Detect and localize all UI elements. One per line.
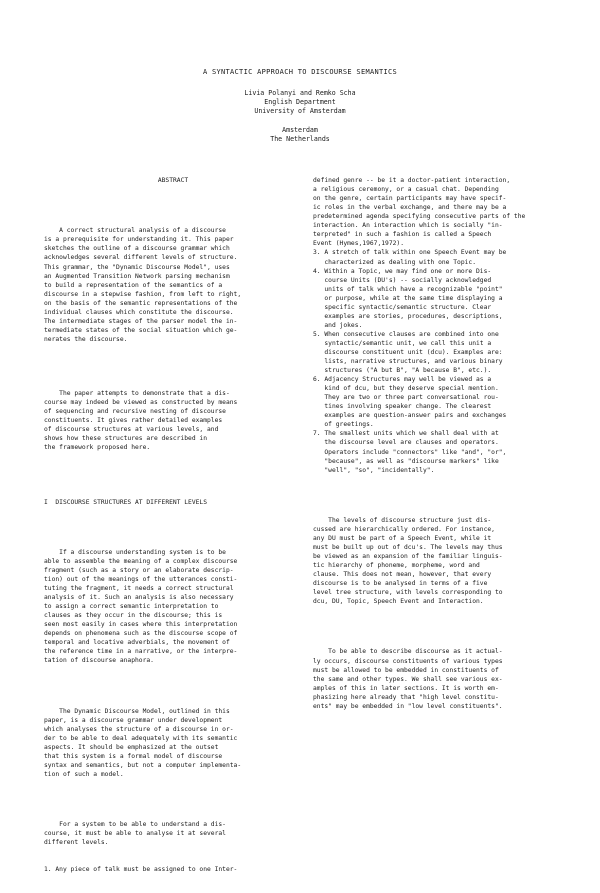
text-line: This grammar, the "Dynamic Discourse Model", uses xyxy=(44,263,230,271)
text-line: The Dynamic Discourse Model, outlined in this xyxy=(44,707,230,715)
text-line: tion of such a model. xyxy=(44,771,124,778)
text-line: course Units (DU's) -- socially acknowledged xyxy=(313,276,492,284)
text-line: examples are question-answer pairs and exchanges xyxy=(313,412,507,420)
text-line: syntax and semantics, but not a computer implementa- xyxy=(44,761,242,769)
text-line: clauses as they occur in the discourse; this is xyxy=(44,612,223,620)
text-line: discourse is to be analysed in terms of a five xyxy=(313,580,488,588)
text-line: to assign a correct semantic interpretation to xyxy=(44,603,219,611)
text-line: acknowledges several different levels of structure. xyxy=(44,254,238,262)
text-line: lists, narrative structures, and various binary xyxy=(313,358,503,366)
section-1-item-1: 1. Any piece of talk must be assigned to one Inter- xyxy=(44,866,238,874)
text-line: A correct structural analysis of a discourse xyxy=(44,227,226,235)
text-line: The intermediate stages of the parser model the in- xyxy=(44,317,238,325)
text-line: termediate states of the social situation which ge- xyxy=(44,326,238,334)
text-line: der to be able to deal adequately with its semantic xyxy=(44,734,238,742)
text-line: syntactic/semantic unit, we call this unit a xyxy=(313,339,492,347)
abstract-paragraph-1 xyxy=(44,226,302,344)
text-line: must be allowed to be embedded in constituents of xyxy=(313,666,499,674)
text-line: individual clauses which constitute the discourse. xyxy=(44,308,234,316)
text-line: interaction. An interaction which is socially "in- xyxy=(313,222,503,230)
text-line: shows how these structures are described in xyxy=(44,435,208,443)
text-line: specific syntactic/semantic structure. Clear xyxy=(313,303,492,311)
section-1-paragraph-2 xyxy=(44,707,302,779)
text-line: structures ("A but B", "A because B", etc.). xyxy=(313,367,492,375)
text-line: The levels of discourse structure just dis- xyxy=(313,516,492,524)
text-line: To be able to describe discourse as it actual- xyxy=(313,648,503,656)
section-1-paragraph-1 xyxy=(44,548,302,666)
text-line: course may indeed be viewed as constructed by means xyxy=(44,399,238,407)
text-line: "because", as well as "discourse markers" like xyxy=(313,457,499,465)
text-line: temporal and locative adverbials, the movement of xyxy=(44,639,230,647)
text-line: constituents. It gives rather detailed examples xyxy=(44,417,223,425)
text-line: kind of dcu, but they deserve special mention. xyxy=(313,385,499,393)
text-line: is a prerequisite for understanding it. This paper xyxy=(44,236,234,244)
text-line: tation of discourse anaphora. xyxy=(44,657,154,665)
text-line: tic hierarchy of phoneme, morpheme, word and xyxy=(313,562,480,570)
text-line: the same and other types. We shall see various ex- xyxy=(313,675,503,683)
text-line: seen most easily in cases where this interpretation xyxy=(44,621,238,629)
text-line: fragment (such as a story or an elaborate descrip- xyxy=(44,566,234,574)
text-line: discourse constituent unit (dcu). Examples are: xyxy=(313,348,503,356)
text-line: 4. Within a Topic, we may find one or more Dis- xyxy=(313,267,492,275)
text-line: a religious ceremony, or a casual chat. Depending xyxy=(313,186,499,194)
text-line: predetermined agenda specifying consecutive parts of the xyxy=(313,213,526,221)
text-line: sketches the outline of a discourse grammar which xyxy=(44,245,230,253)
text-line: terpreted" in such a fashion is called a Speech xyxy=(313,231,492,239)
author-names: Livia Polanyi and Remko Scha xyxy=(244,89,356,97)
levels-list xyxy=(313,176,575,475)
text-line: of discourse structures at various levels, and xyxy=(44,426,219,434)
author-university: University of Amsterdam xyxy=(254,107,346,115)
text-line: depends on phenomena such as the discourse scope of xyxy=(44,630,238,638)
text-line: They are two or three part conversational rou- xyxy=(313,394,499,402)
text-line: on the genre, certain participants may have specif- xyxy=(313,195,507,203)
text-line: dcu, DU, Topic, Speech Event and Interaction. xyxy=(313,598,484,606)
text-line: tuting the fragment, it needs a correct structural xyxy=(44,585,234,593)
text-line: 7. The smallest units which we shall deal with at xyxy=(313,430,499,438)
text-line: ents" may be embedded in "low level constituents". xyxy=(313,702,503,710)
text-line: aspects. It should be emphasized at the outset xyxy=(44,743,219,751)
text-line: that this system is a formal model of discourse xyxy=(44,752,223,760)
describe-paragraph xyxy=(313,647,575,710)
text-line: examples are stories, procedures, descriptions, xyxy=(313,312,503,320)
text-line: If a discourse understanding system is to be xyxy=(44,548,226,556)
text-line: characterized as dealing with one Topic. xyxy=(313,258,477,266)
text-line: clause. This does not mean, however, that every xyxy=(313,571,492,579)
text-line: an Augmented Transition Network parsing mechanism xyxy=(44,272,230,280)
abstract-heading: ABSTRACT xyxy=(157,177,189,185)
text-line: the reference time in a narrative, or the interpre- xyxy=(44,648,238,656)
abstract-paragraph-2 xyxy=(44,389,302,452)
author-city: Amsterdam xyxy=(282,126,318,134)
text-line: be viewed as an expansion of the familiar linguis- xyxy=(313,553,503,561)
text-line: amples of this in later sections. It is worth em- xyxy=(313,684,499,692)
text-line: to build a representation of the semantics of a xyxy=(44,281,223,289)
text-line: level tree structure, with levels corresponding to xyxy=(313,589,503,597)
text-line: Operators include "connectors" like "and", "or", xyxy=(313,448,507,456)
text-line: able to assemble the meaning of a complex discourse xyxy=(44,557,238,565)
text-line: the discourse level are clauses and operators. xyxy=(313,439,499,447)
author-country: The Netherlands xyxy=(270,135,330,143)
text-line: of greetings. xyxy=(313,421,374,429)
text-line: or purpose, while at the same time displaying a xyxy=(313,294,503,302)
text-line: which analyses the structure of a discourse in or- xyxy=(44,725,234,733)
text-line: tion) out of the meanings of the utterances consti- xyxy=(44,576,238,584)
text-line: Event (Hymes,1967,1972). xyxy=(313,240,404,248)
left-column xyxy=(44,158,302,893)
text-line: of sequencing and recursive nesting of discourse xyxy=(44,408,226,416)
text-line: ic roles in the verbal exchange, and there may be a xyxy=(313,204,507,212)
text-line: defined genre -- be it a doctor-patient interaction, xyxy=(313,177,511,185)
text-line: 3. A stretch of talk within one Speech Event may be xyxy=(313,249,507,257)
text-line: tines involving speaker change. The clearest xyxy=(313,403,492,411)
text-line: "well", "so", "incidentally". xyxy=(313,466,435,474)
text-line: units of talk which have a recognizable "point" xyxy=(313,285,503,293)
text-line: The paper attempts to demonstrate that a dis- xyxy=(44,390,230,398)
paper-title: A SYNTACTIC APPROACH TO DISCOURSE SEMANTICS xyxy=(202,68,398,76)
text-line: different levels. xyxy=(44,839,109,847)
text-line: paper, is a discourse grammar under development xyxy=(44,716,223,724)
text-line: discourse in a stepwise fashion, from left to right, xyxy=(44,290,242,298)
text-line: 5. When consecutive clauses are combined into one xyxy=(313,330,499,338)
section-1-paragraph-3 xyxy=(44,820,302,847)
section-1-heading: I DISCOURSE STRUCTURES AT DIFFERENT LEVELS xyxy=(44,498,208,506)
text-line: the framework proposed here. xyxy=(44,444,151,452)
text-line: and jokes. xyxy=(313,321,363,329)
right-column xyxy=(313,158,575,729)
text-line: analysis of it. Such an analysis is also necessary xyxy=(44,594,234,602)
author-block xyxy=(0,89,600,144)
text-line: any DU must be part of a Speech Event, while it xyxy=(313,534,492,542)
text-line: must be built up out of dcu's. The levels may thus xyxy=(313,543,503,551)
text-line: on the basis of the semantic representations of the xyxy=(44,299,238,307)
text-line: ly occurs, discourse constituents of various types xyxy=(313,657,503,665)
text-line: For a system to be able to understand a dis- xyxy=(44,821,226,829)
text-line: course, it must be able to analyse it at several xyxy=(44,830,226,838)
text-line: phasizing here already that "high level constitu- xyxy=(313,693,499,701)
levels-paragraph xyxy=(313,516,575,606)
author-department: English Department xyxy=(264,98,336,106)
text-line: nerates the discourse. xyxy=(44,335,128,343)
text-line: 6. Adjacency Structures may well be viewed as a xyxy=(313,376,492,384)
text-line: cussed are hierarchically ordered. For instance, xyxy=(313,525,495,533)
